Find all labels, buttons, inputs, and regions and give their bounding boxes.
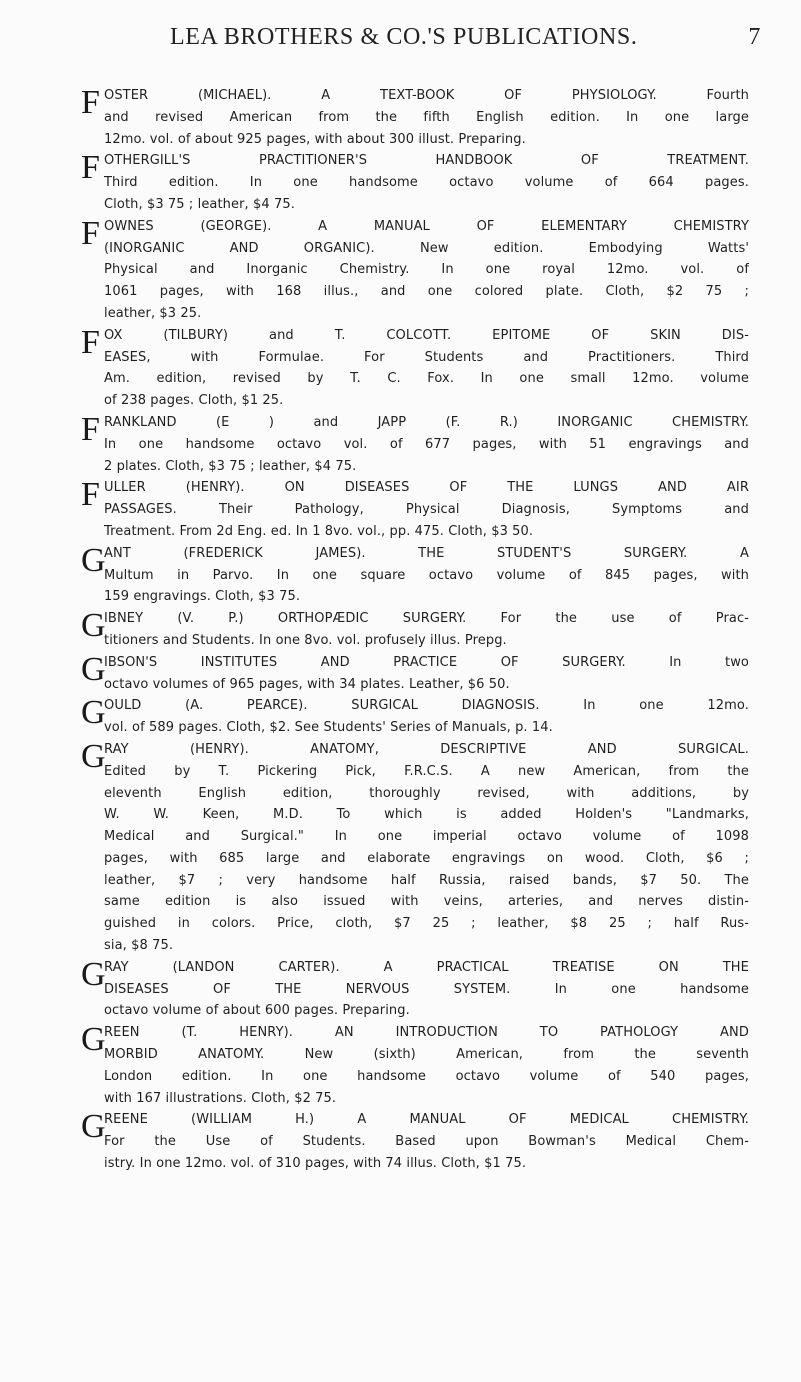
drop-cap: G <box>81 607 106 645</box>
catalog-entry <box>81 608 749 652</box>
entry-heading-line: RAY (LANDON CARTER). A PRACTICAL TREATISE ON THE <box>104 959 749 975</box>
entry-heading-line: RAY (HENRY). ANATOMY, DESCRIPTIVE AND SURGICAL. <box>104 741 749 757</box>
entry-text-line: sia, $8 75. <box>104 938 174 954</box>
drop-cap: F <box>81 323 101 361</box>
entry-text-line: with 167 illustrations. Cloth, $2 75. <box>104 1090 337 1106</box>
entry-text-line: 159 engravings. Cloth, $3 75. <box>104 589 301 605</box>
entry-text-line: (INORGANIC AND ORGANIC). New edition. Embodying Watts' <box>104 240 749 256</box>
entry-text-line: Cloth, $3 75 ; leather, $4 75. <box>104 196 295 212</box>
entry-text-line: In one handsome octavo vol. of 677 pages, with 51 engravings and <box>104 436 749 452</box>
entry-heading-line: OTHERGILL'S PRACTITIONER'S HANDBOOK OF TREATMENT. <box>104 153 749 169</box>
entry-heading-line: IBSON'S INSTITUTES AND PRACTICE OF SURGERY. In two <box>104 654 749 670</box>
entry-text-line: and revised American from the fifth English edition. In one large <box>104 109 749 125</box>
catalog-entry <box>81 477 749 542</box>
entry-text-line: leather, $3 25. <box>104 305 202 321</box>
entry-text-line: For the Use of Students. Based upon Bowman's Medical Chem- <box>104 1134 749 1150</box>
entry-text-line: 1061 pages, with 168 illus., and one colored plate. Cloth, $2 75 ; <box>104 284 749 300</box>
entry-text-line: Physical and Inorganic Chemistry. In one royal 12mo. vol. of <box>104 262 749 278</box>
drop-cap: G <box>81 1021 106 1059</box>
entry-text-line: pages, with 685 large and elaborate engravings on wood. Cloth, $6 ; <box>104 850 749 866</box>
entry-heading-line: RANKLAND (E ) and JAPP (F. R.) INORGANIC CHEMISTRY. <box>104 414 749 430</box>
drop-cap: F <box>81 214 101 252</box>
entry-text-line: guished in colors. Price, cloth, $7 25 ; leather, $8 25 ; half Rus- <box>104 916 749 932</box>
catalog-entry <box>81 957 749 1022</box>
catalog-entries <box>81 85 749 1175</box>
drop-cap: F <box>81 410 101 448</box>
entry-heading-line: OX (TILBURY) and T. COLCOTT. EPITOME OF SKIN DIS- <box>104 327 749 343</box>
catalog-entry <box>81 150 749 215</box>
entry-heading-line: ANT (FREDERICK JAMES). THE STUDENT'S SURGERY. A <box>104 545 749 561</box>
entry-text-line: octavo volume of about 600 pages. Preparing. <box>104 1003 410 1019</box>
entry-text-line: titioners and Students. In one 8vo. vol. profusely illus. Prepg. <box>104 632 507 648</box>
catalog-entry <box>81 695 749 739</box>
entry-text-line: of 238 pages. Cloth, $1 25. <box>104 393 284 409</box>
running-header <box>60 24 761 54</box>
drop-cap: G <box>81 955 106 993</box>
entry-text-line: istry. In one 12mo. vol. of 310 pages, with 74 illus. Cloth, $1 75. <box>104 1156 527 1172</box>
entry-heading-line: OWNES (GEORGE). A MANUAL OF ELEMENTARY CHEMISTRY <box>104 218 749 234</box>
drop-cap: F <box>81 149 101 187</box>
entry-text-line: Medical and Surgical." In one imperial octavo volume of 1098 <box>104 829 749 845</box>
drop-cap: G <box>81 694 106 732</box>
catalog-entry <box>81 325 749 412</box>
drop-cap: G <box>81 650 106 688</box>
entry-text-line: Edited by T. Pickering Pick, F.R.C.S. A new American, from the <box>104 763 749 779</box>
drop-cap: G <box>81 737 106 775</box>
entry-text-line: MORBID ANATOMY. New (sixth) American, from the seventh <box>104 1047 749 1063</box>
page-number: 7 <box>748 24 761 50</box>
entry-text-line: octavo volumes of 965 pages, with 34 plates. Leather, $6 50. <box>104 676 510 692</box>
entry-heading-line: OSTER (MICHAEL). A TEXT-BOOK OF PHYSIOLOGY. Fourth <box>104 88 749 103</box>
entry-heading-line: REENE (WILLIAM H.) A MANUAL OF MEDICAL CHEMISTRY. <box>104 1112 749 1128</box>
entry-text-line: Treatment. From 2d Eng. ed. In 1 8vo. vol., pp. 475. Cloth, $3 50. <box>104 523 534 539</box>
catalog-entry <box>81 652 749 696</box>
entry-text-line: Multum in Parvo. In one square octavo volume of 845 pages, with <box>104 567 749 583</box>
drop-cap: F <box>81 84 101 121</box>
catalog-entry <box>81 739 749 957</box>
entry-heading-line: ULLER (HENRY). ON DISEASES OF THE LUNGS AND AIR <box>104 480 749 496</box>
catalog-entry <box>81 412 749 477</box>
entry-heading-line: REEN (T. HENRY). AN INTRODUCTION TO PATHOLOGY AND <box>104 1025 749 1041</box>
entry-text-line: leather, $7 ; very handsome half Russia, raised bands, $7 50. The <box>104 872 749 888</box>
drop-cap: G <box>81 541 106 579</box>
catalog-entry <box>81 543 749 608</box>
entry-heading-line: IBNEY (V. P.) ORTHOPÆDIC SURGERY. For the use of Prac- <box>104 611 749 627</box>
entry-text-line: Third edition. In one handsome octavo volume of 664 pages. <box>104 175 749 191</box>
entry-text-line: vol. of 589 pages. Cloth, $2. See Students' Series of Manuals, p. 14. <box>104 720 553 736</box>
catalog-entry <box>81 216 749 325</box>
entry-text-line: PASSAGES. Their Pathology, Physical Diagnosis, Symptoms and <box>104 502 749 518</box>
entry-text-line: EASES, with Formulae. For Students and Practitioners. Third <box>104 349 749 365</box>
entry-text-line: Am. edition, revised by T. C. Fox. In one small 12mo. volume <box>104 371 749 387</box>
drop-cap: F <box>81 476 101 514</box>
entry-text-line: 12mo. vol. of about 925 pages, with about 300 illust. Preparing. <box>104 131 526 147</box>
catalog-entry <box>81 1109 749 1174</box>
entry-text-line: 2 plates. Cloth, $3 75 ; leather, $4 75. <box>104 458 357 474</box>
entry-text-line: London edition. In one handsome octavo volume of 540 pages, <box>104 1068 749 1084</box>
entry-text-line: same edition is also issued with veins, arteries, and nerves distin- <box>104 894 749 910</box>
entry-text-line: W. W. Keen, M.D. To which is added Holden's "Landmarks, <box>104 807 749 823</box>
catalog-entry <box>81 1022 749 1109</box>
publisher-title: LEA BROTHERS & CO.'S PUBLICATIONS. <box>170 24 638 50</box>
drop-cap: G <box>81 1108 106 1146</box>
entry-heading-line: OULD (A. PEARCE). SURGICAL DIAGNOSIS. In one 12mo. <box>104 698 749 714</box>
catalog-entry <box>81 85 749 150</box>
entry-text-line: eleventh English edition, thoroughly revised, with additions, by <box>104 785 749 801</box>
entry-text-line: DISEASES OF THE NERVOUS SYSTEM. In one handsome <box>104 981 749 997</box>
